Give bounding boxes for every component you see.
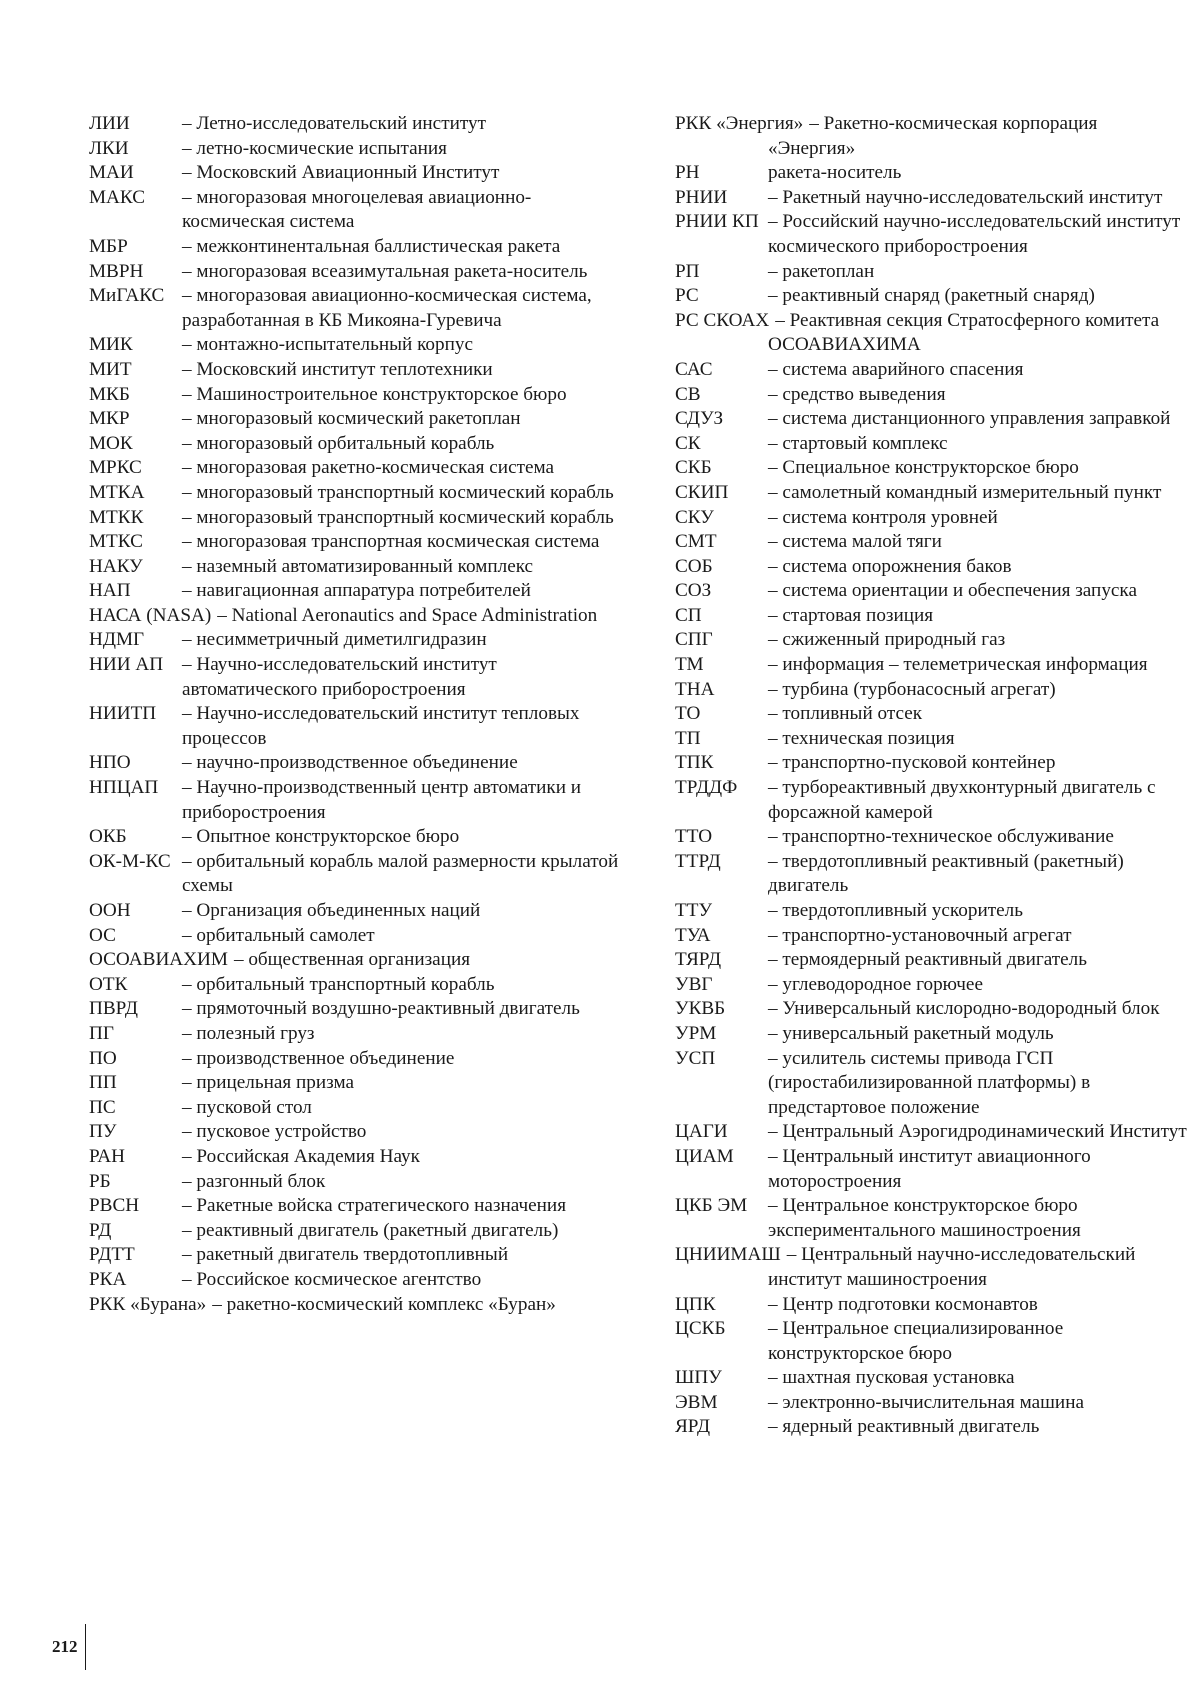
definition: – летно-космические испытания: [182, 137, 447, 159]
definition: – Московский институт теплотехники: [182, 358, 493, 380]
definition: – Российское космическое агентство: [182, 1268, 482, 1290]
abbreviation: НИИТП: [89, 703, 157, 725]
definition: – система ориентации и обеспечения запуска: [768, 580, 1137, 602]
definition: – реактивный двигатель (ракетный двигатель): [182, 1219, 559, 1241]
abbreviation: МТКК: [89, 506, 144, 528]
abbreviation: ОК-М-КС: [89, 850, 171, 872]
definition: – Летно-исследовательский институт: [182, 113, 486, 134]
definition: – прицельная призма: [182, 1072, 355, 1094]
abbreviation: ТМ: [675, 654, 704, 676]
glossary-entry: [89, 1293, 629, 1318]
definition: – самолетный командный измерительный пункт: [768, 481, 1162, 503]
abbreviation: МВРН: [89, 260, 144, 282]
abbreviation: МАИ: [89, 162, 134, 184]
glossary-entry: [89, 1268, 629, 1293]
glossary-entry: [675, 604, 1187, 629]
abbreviation: ПВРД: [89, 998, 138, 1020]
abbreviation: РНИИ КП: [675, 211, 759, 233]
abbreviation: ЦПК: [675, 1293, 716, 1315]
definition: – пусковое устройство: [182, 1121, 367, 1143]
definition: – турбореактивный двухконтурный двигатель с форсажной камерой: [768, 777, 1156, 823]
abbreviation: РКА: [89, 1268, 127, 1290]
definition: – углеводородное горючее: [768, 973, 983, 995]
definition: – техническая позиция: [768, 727, 955, 749]
glossary-entry: [675, 776, 1187, 825]
abbreviation: НАСА (NASA): [89, 604, 212, 626]
abbreviation: СОЗ: [675, 580, 712, 602]
glossary-entry: [675, 309, 1187, 358]
definition: – навигационная аппаратура потребителей: [182, 580, 531, 602]
abbreviation: ПО: [89, 1047, 117, 1069]
abbreviation: ТНА: [675, 678, 715, 700]
definition: – многоразовый космический ракетоплан: [182, 408, 521, 430]
abbreviation: САС: [675, 358, 713, 380]
abbreviation: ЦКБ ЭМ: [675, 1195, 748, 1217]
definition: – Реактивная секция Стратосферного комитета ОСОАВИАХИМА: [768, 309, 1160, 356]
glossary-entry: [89, 924, 629, 949]
definition: – Ракетные войска стратегического назначения: [182, 1195, 567, 1217]
abbreviation: НАП: [89, 580, 131, 602]
abbreviation: НПО: [89, 752, 131, 774]
definition: – средство выведения: [768, 383, 946, 405]
glossary-entry: [675, 579, 1187, 604]
glossary-entry: [89, 260, 629, 285]
definition: – полезный груз: [182, 1022, 315, 1044]
glossary-entry: [675, 997, 1187, 1022]
definition: – многоразовый транспортный космический корабль: [182, 481, 614, 503]
glossary-entry: [89, 1219, 629, 1244]
glossary-entry: [89, 1145, 629, 1170]
abbreviation: ТПК: [675, 752, 714, 774]
abbreviation: СКУ: [675, 506, 714, 528]
abbreviation: ОСОАВИАХИМ: [89, 949, 228, 971]
abbreviation: ТТО: [675, 826, 713, 848]
glossary-entry: [89, 1096, 629, 1121]
glossary-entry: [675, 1366, 1187, 1391]
abbreviation: РБ: [89, 1170, 111, 1192]
abbreviation: МКБ: [89, 383, 130, 405]
glossary-entry: [89, 751, 629, 776]
glossary-entry: [89, 579, 629, 604]
definition: – научно-производственное объединение: [182, 752, 518, 774]
abbreviation: РАН: [89, 1145, 125, 1167]
definition: – усилитель системы привода ГСП (гиростабилизированной платформы) в предстартовое положение: [768, 1047, 1091, 1118]
definition: – стартовая позиция: [768, 604, 934, 626]
definition: – прямоточный воздушно-реактивный двигатель: [182, 998, 580, 1020]
definition: – турбина (турбонасосный агрегат): [768, 678, 1056, 700]
definition: – многоразовый транспортный космический корабль: [182, 506, 614, 528]
abbreviation: МИТ: [89, 358, 132, 380]
glossary-entry: [89, 776, 629, 825]
definition: – ракетоплан: [768, 260, 875, 282]
glossary-entry: [89, 653, 629, 702]
definition: – твердотопливный реактивный (ракетный) двигатель: [768, 850, 1124, 897]
definition: – ракетный двигатель твердотопливный: [182, 1244, 509, 1266]
glossary-entry: [89, 1194, 629, 1219]
glossary-entry: [675, 850, 1187, 899]
abbreviation: ЦНИИМАШ: [675, 1244, 781, 1266]
abbreviation: ОС: [89, 924, 116, 946]
abbreviation: УРМ: [675, 1022, 717, 1044]
glossary-entry: [675, 407, 1187, 432]
definition: – информация – телеметрическая информация: [768, 654, 1148, 676]
glossary-entry: [675, 432, 1187, 457]
glossary-entry: [675, 383, 1187, 408]
abbreviation: СПГ: [675, 629, 713, 651]
abbreviation: МОК: [89, 432, 133, 454]
glossary-entry: [675, 1194, 1187, 1243]
abbreviation: ПС: [89, 1096, 116, 1118]
glossary-entry: [675, 481, 1187, 506]
definition: – термоядерный реактивный двигатель: [768, 949, 1087, 971]
abbreviation: НДМГ: [89, 629, 145, 651]
glossary-entry: [89, 604, 629, 629]
definition: – наземный автоматизированный комплекс: [182, 555, 534, 577]
abbreviation: НПЦАП: [89, 777, 159, 799]
glossary-entry: [675, 1243, 1187, 1292]
definition: – Центральный научно-исследовательский институт машиностроения: [768, 1244, 1136, 1290]
page-number-rule: [85, 1624, 86, 1670]
abbreviation: РКК «Бурана»: [89, 1293, 207, 1315]
glossary-entry: [675, 210, 1187, 259]
abbreviation: ЛИИ: [89, 113, 130, 134]
glossary-entry: [89, 186, 629, 235]
glossary-entry: [89, 850, 629, 899]
glossary-entry: [89, 973, 629, 998]
abbreviation: ОТК: [89, 973, 128, 995]
glossary-entry: [675, 727, 1187, 752]
abbreviation: НИИ АП: [89, 654, 164, 676]
abbreviation: ОКБ: [89, 826, 127, 848]
definition: – транспортно-установочный агрегат: [768, 924, 1072, 946]
definition: – шахтная пусковая установка: [768, 1367, 1015, 1389]
glossary-entry: [675, 1415, 1187, 1440]
abbreviation: УСП: [675, 1047, 716, 1069]
glossary-entry: [89, 1120, 629, 1145]
definition: – монтажно-испытательный корпус: [182, 334, 473, 356]
definition: – пусковой стол: [182, 1096, 312, 1118]
glossary-entry: [89, 1022, 629, 1047]
glossary-entry: [89, 235, 629, 260]
abbreviation: МАКС: [89, 186, 146, 208]
glossary-entry: [675, 924, 1187, 949]
glossary-entry: [675, 112, 1187, 161]
glossary-entry: [89, 456, 629, 481]
abbreviation: ТП: [675, 727, 701, 749]
abbreviation: ЯРД: [675, 1416, 711, 1438]
definition: – Машиностроительное конструкторское бюро: [182, 383, 567, 405]
abbreviation: РНИИ: [675, 186, 728, 208]
glossary-entry: [675, 825, 1187, 850]
abbreviation: СВ: [675, 383, 701, 405]
glossary-entry: [89, 407, 629, 432]
definition: – орбитальный самолет: [182, 924, 375, 946]
definition: – ракетно-космический комплекс «Буран»: [212, 1293, 556, 1315]
page-number: 212: [52, 1637, 78, 1656]
abbreviation: ЭВМ: [675, 1391, 718, 1413]
abbreviation: ООН: [89, 900, 131, 921]
glossary-entry: [89, 284, 629, 333]
definition: – стартовый комплекс: [768, 432, 948, 454]
abbreviation: УКВБ: [675, 998, 726, 1020]
definition: – многоразовая транспортная космическая система: [182, 531, 600, 553]
definition: – разгонный блок: [182, 1170, 326, 1192]
glossary-entry: [675, 456, 1187, 481]
abbreviation: СКИП: [675, 481, 729, 503]
definition: – многоразовая всеазимутальная ракета-носитель: [182, 260, 588, 282]
abbreviation: ЦАГИ: [675, 1121, 728, 1143]
definition: – многоразовая многоцелевая авиационно-космическая система: [182, 186, 532, 233]
definition: – Центральный Аэрогидродинамический Институт: [768, 1121, 1187, 1143]
glossary-entry: [89, 702, 629, 751]
definition: – многоразовый орбитальный корабль: [182, 432, 495, 454]
glossary-entry: [675, 530, 1187, 555]
abbreviation: ЦИАМ: [675, 1145, 734, 1167]
definition: ракета-носитель: [768, 162, 902, 184]
abbreviation: РС СКОАХ: [675, 309, 770, 331]
glossary-entry: [675, 506, 1187, 531]
definition: – твердотопливный ускоритель: [768, 900, 1023, 921]
definition: – National Aeronautics and Space Administration: [217, 604, 598, 626]
glossary-entry: [89, 530, 629, 555]
glossary-entry: [675, 1022, 1187, 1047]
abbreviation: ТУА: [675, 924, 711, 946]
glossary-entry: [89, 948, 629, 973]
abbreviation: ТО: [675, 703, 701, 725]
abbreviation: ШПУ: [675, 1367, 722, 1389]
abbreviation: МТКА: [89, 481, 145, 503]
definition: – Универсальный кислородно-водородный блок: [768, 998, 1160, 1020]
definition: – многоразовая ракетно-космическая система: [182, 457, 555, 479]
abbreviation: СДУЗ: [675, 408, 724, 430]
glossary-entry: [89, 628, 629, 653]
abbreviation: МКР: [89, 408, 130, 430]
abbreviation: РП: [675, 260, 700, 282]
abbreviation: ПГ: [89, 1022, 114, 1044]
glossary-entry: [675, 161, 1187, 186]
abbreviation: РН: [675, 162, 700, 184]
glossary-entry: [89, 1243, 629, 1268]
glossary-entry: [675, 702, 1187, 727]
abbreviation: МиГАКС: [89, 285, 165, 307]
glossary-entry: [89, 137, 629, 162]
abbreviation: СП: [675, 604, 702, 626]
glossary-entry: [675, 751, 1187, 776]
glossary-entry: [675, 678, 1187, 703]
abbreviation: СК: [675, 432, 701, 454]
glossary-entry: [675, 186, 1187, 211]
definition: – универсальный ракетный модуль: [768, 1022, 1054, 1044]
definition: – орбитальный транспортный корабль: [182, 973, 495, 995]
glossary-entry: [89, 1170, 629, 1195]
glossary-entry: [675, 284, 1187, 309]
glossary-entry: [675, 358, 1187, 383]
definition: – Центр подготовки космонавтов: [768, 1293, 1038, 1315]
abbreviation: НАКУ: [89, 555, 143, 577]
glossary-entry: [675, 653, 1187, 678]
definition: – транспортно-пусковой контейнер: [768, 752, 1056, 774]
abbreviation: МТКС: [89, 531, 143, 553]
glossary-entry: [89, 899, 629, 924]
glossary-entry: [89, 112, 629, 137]
abbreviation: ТЯРД: [675, 949, 722, 971]
glossary-entry: [675, 1145, 1187, 1194]
abbreviation: МРКС: [89, 457, 142, 479]
definition: – Научно-исследовательский институт автоматического приборостроения: [182, 654, 497, 700]
glossary-entry: [89, 358, 629, 383]
glossary-entry: [675, 628, 1187, 653]
abbreviation: РС: [675, 285, 699, 307]
abbreviation: ПУ: [89, 1121, 117, 1143]
definition: – Российская Академия Наук: [182, 1145, 420, 1167]
glossary-entry: [675, 973, 1187, 998]
definition: – Опытное конструкторское бюро: [182, 826, 460, 848]
definition: – система малой тяги: [768, 531, 942, 553]
abbreviation: ТРДДФ: [675, 777, 738, 799]
glossary-entry: [675, 899, 1187, 924]
definition: – Ракетный научно-исследовательский институт: [768, 186, 1163, 208]
glossary-entry: [89, 383, 629, 408]
definition: – Московский Авиационный Институт: [182, 162, 500, 184]
definition: – Центральное специализированное конструкторское бюро: [768, 1318, 1064, 1364]
glossary-entry: [675, 1047, 1187, 1121]
definition: – система контроля уровней: [768, 506, 998, 528]
definition: – транспортно-техническое обслуживание: [768, 826, 1114, 848]
glossary-entry: [675, 1293, 1187, 1318]
glossary-entry: [89, 825, 629, 850]
definition: – Российский научно-исследовательский институт космического приборостроения: [768, 211, 1181, 257]
abbreviation: РВСН: [89, 1195, 140, 1217]
definition: – система аварийного спасения: [768, 358, 1024, 380]
definition: – общественная организация: [233, 949, 471, 971]
definition: – реактивный снаряд (ракетный снаряд): [768, 285, 1095, 307]
glossary-entry: [89, 506, 629, 531]
right-glossary-column: [675, 112, 1187, 1440]
definition: – многоразовая авиационно-космическая система, разработанная в КБ Микояна-Гуревича: [182, 285, 592, 331]
abbreviation: ЛКИ: [89, 137, 129, 159]
definition: – производственное объединение: [182, 1047, 455, 1069]
left-glossary-column: [89, 112, 629, 1317]
abbreviation: ТТРД: [675, 850, 721, 872]
abbreviation: СОБ: [675, 555, 713, 577]
glossary-entry: [675, 555, 1187, 580]
glossary-entry: [675, 1317, 1187, 1366]
definition: – электронно-вычислительная машина: [768, 1391, 1084, 1413]
definition: – несимметричный диметилгидразин: [182, 629, 487, 651]
definition: – сжиженный природный газ: [768, 629, 1006, 651]
abbreviation: СКБ: [675, 457, 712, 479]
abbreviation: РКК «Энергия»: [675, 113, 804, 134]
definition: – Организация объединенных наций: [182, 900, 481, 921]
glossary-entry: [89, 555, 629, 580]
abbreviation: ПП: [89, 1072, 117, 1094]
glossary-entry: [89, 997, 629, 1022]
glossary-entry: [675, 1120, 1187, 1145]
glossary-entry: [675, 948, 1187, 973]
definition: – орбитальный корабль малой размерности крылатой схемы: [182, 850, 619, 897]
definition: – система опорожнения баков: [768, 555, 1012, 577]
abbreviation: МИК: [89, 334, 133, 356]
abbreviation: ЦСКБ: [675, 1318, 726, 1340]
abbreviation: УВГ: [675, 973, 713, 995]
definition: – Ракетно-космическая корпорация «Энергия»: [768, 113, 1098, 159]
glossary-entry: [89, 1047, 629, 1072]
abbreviation: РДТТ: [89, 1244, 135, 1266]
definition: – Центральный институт авиационного моторостроения: [768, 1145, 1091, 1192]
definition: – Центральное конструкторское бюро экспериментального машиностроения: [768, 1195, 1081, 1241]
glossary-entry: [89, 333, 629, 358]
glossary-entry: [675, 1391, 1187, 1416]
definition: – система дистанционного управления заправкой: [768, 408, 1171, 430]
definition: – Специальное конструкторское бюро: [768, 457, 1079, 479]
abbreviation: РД: [89, 1219, 112, 1241]
glossary-entry: [89, 161, 629, 186]
abbreviation: СМТ: [675, 531, 717, 553]
abbreviation: ТТУ: [675, 900, 713, 921]
definition: – топливный отсек: [768, 703, 923, 725]
abbreviation: МБР: [89, 235, 128, 257]
definition: – межконтинентальная баллистическая ракета: [182, 235, 561, 257]
glossary-entry: [89, 481, 629, 506]
definition: – ядерный реактивный двигатель: [768, 1416, 1040, 1438]
glossary-entry: [89, 432, 629, 457]
glossary-entry: [89, 1071, 629, 1096]
glossary-entry: [675, 260, 1187, 285]
definition: – Научно-производственный центр автоматики и приборостроения: [182, 777, 582, 823]
definition: – Научно-исследовательский институт тепловых процессов: [182, 703, 580, 749]
